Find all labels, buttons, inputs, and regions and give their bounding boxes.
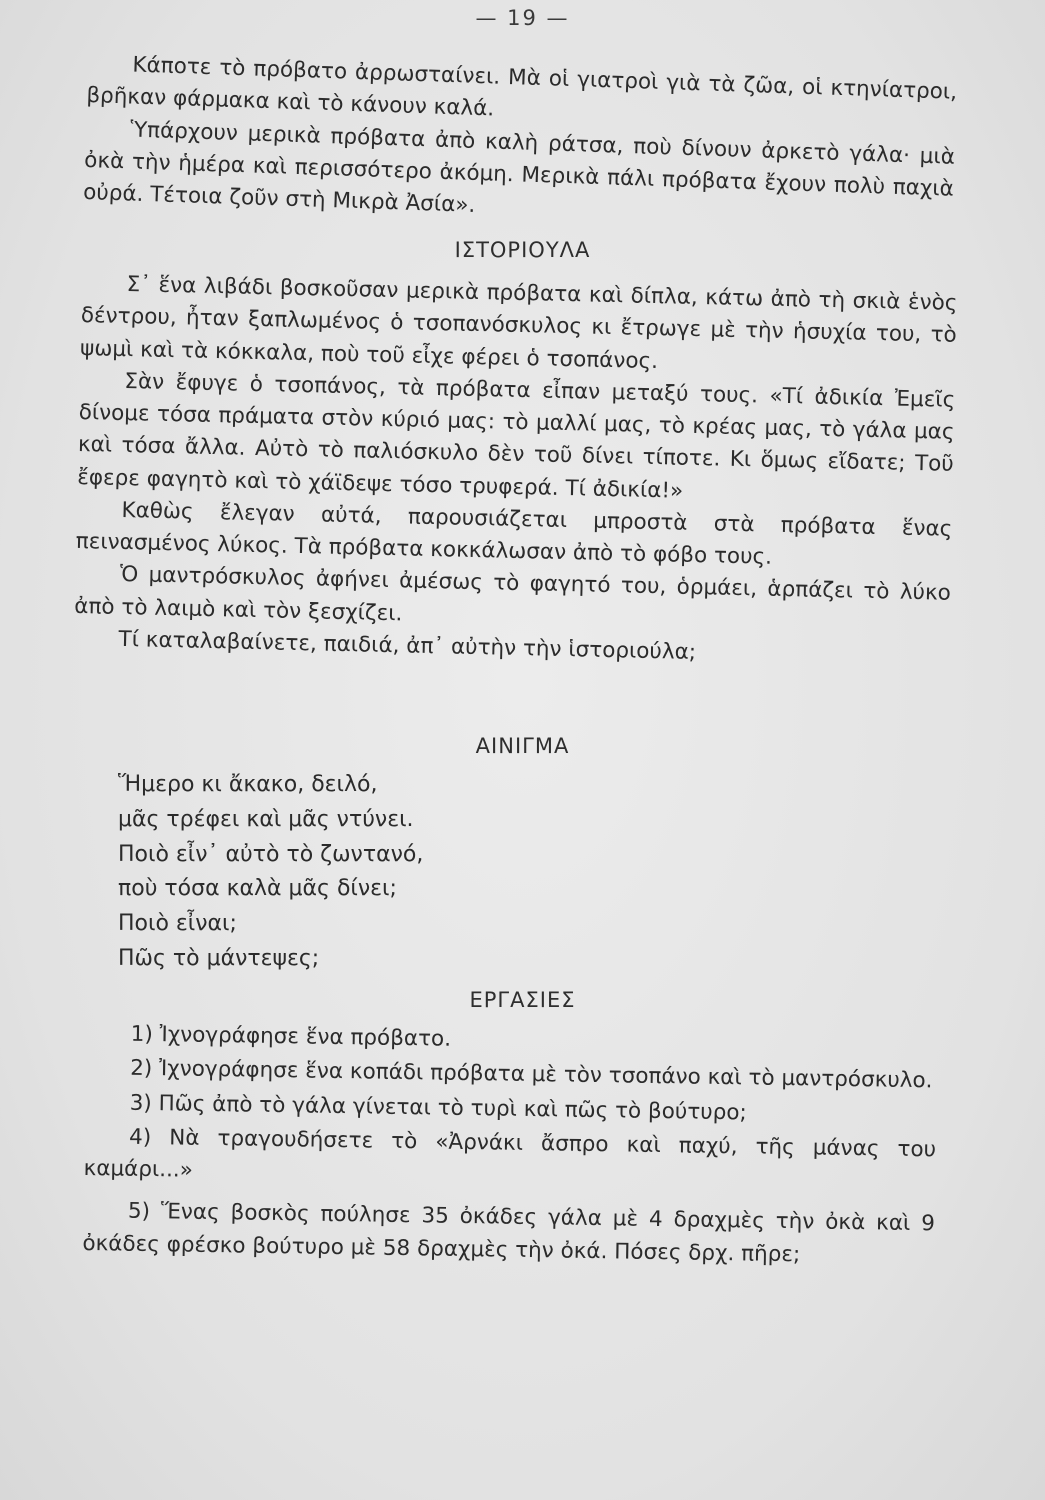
page-number: — 19 — bbox=[475, 6, 570, 30]
tasks-section bbox=[82, 1018, 938, 1275]
riddle-line: ποὺ τόσα καλὰ μᾶς δίνει; bbox=[118, 876, 397, 902]
riddle-section bbox=[118, 768, 558, 977]
task-item-4: 4) Νὰ τραγουδήσετε τὸ «Ἀρνάκι ἄσπρο καὶ παχύ, τῆς μάνας του καμάρι...» bbox=[83, 1124, 937, 1183]
story-paragraph-1: Σ᾿ ἕνα λιβάδι βοσκοῦσαν μερικὰ πρόβατα καὶ δίπλα, κάτω ἀπὸ τὴ σκιὰ ἑνὸς δέντρου, ἦταν ξαπλωμένος ὁ τσοπανόσκυλος κι ἔτρωγε μὲ τὴν ἡσυχία του, τὸ ψωμὶ καὶ τὰ κόκκαλα, ποὺ τοῦ εἶχε φέρει ὁ τσοπάνος. bbox=[79, 272, 958, 374]
task-item-5: 5) Ἕνας βοσκὸς πούλησε 35 ὀκάδες γάλα μὲ 4 δραχμὲς τὴν ὀκὰ καὶ 9 ὀκάδες φρέσκο βούτυρο μὲ 58 δραχμὲς τὴν ὀκά. Πόσες δρχ. πῆρε; bbox=[82, 1198, 936, 1267]
story-paragraph-5: Τί καταλαβαίνετε, παιδιά, ἀπ᾿ αὐτὴν τὴν ἱστοριούλα; bbox=[118, 626, 697, 665]
intro-paragraph-2: Ὑπάρχουν μερικὰ πρόβατα ἀπὸ καλὴ ράτσα, ποὺ δίνουν ἀρκετὸ γάλα· μιὰ ὀκὰ τὴν ἡμέρα καὶ περισσότερο ἀκόμη. Μερικὰ πάλι πρόβατα ἔχουν πολὺ παχιὰ οὐρά. Τέτοια ζοῦν στὴ Μικρὰ Ἀσία». bbox=[82, 116, 956, 218]
story-section bbox=[73, 268, 958, 675]
riddle-line: μᾶς τρέφει καὶ μᾶς ντύνει. bbox=[118, 806, 414, 832]
tasks-title: ΕΡΓΑΣΙΕΣ bbox=[469, 988, 576, 1012]
story-title: ΙΣΤΟΡΙΟΥΛΑ bbox=[454, 238, 591, 262]
riddle-line: Ἥμερο κι ἄκακο, δειλό, bbox=[118, 772, 378, 797]
riddle-line: Πῶς τὸ μάντεψες; bbox=[118, 945, 320, 971]
story-paragraph-2: Σὰν ἔφυγε ὁ τσοπάνος, τὰ πρόβατα εἶπαν μεταξύ τους. «Τί ἀδικία Ἐμεῖς δίνομε τόσα πράματα στὸν κύριό μας: τὸ μαλλί μας, τὸ κρέας μας, τὸ γάλα μας καὶ τόσα ἄλλα. Αὐτὸ τὸ παλιόσκυλο δὲν τοῦ δίνει τίποτε. Κι ὅμως εἴδατε; Τοῦ ἔφερε φαγητὸ καὶ τὸ χάϊδεψε τόσο τρυφερά. Τί ἀδικία!» bbox=[76, 368, 956, 504]
riddle-line: Ποιὸ εἶν᾿ αὐτὸ τὸ ζωντανό, bbox=[118, 841, 424, 867]
story-paragraph-3: Καθὼς ἔλεγαν αὐτά, παρουσιάζεται μπροστὰ στὰ πρόβατα ἕνας πεινασμένος λύκος. Τὰ πρόβατα κοκκάλωσαν ἀπὸ τὸ φόβο τους. bbox=[75, 497, 953, 570]
intro-section bbox=[83, 48, 958, 238]
story-paragraph-4: Ὁ μαντρόσκυλος ἀφήνει ἀμέσως τὸ φαγητό του, ὁρμάει, ἁρπάζει τὸ λύκο ἀπὸ τὸ λαιμὸ καὶ τὸν ξεσχίζει. bbox=[74, 562, 952, 626]
task-item-3: 3) Πῶς ἀπὸ τὸ γάλα γίνεται τὸ τυρὶ καὶ πῶς τὸ βούτυρο; bbox=[129, 1090, 747, 1125]
task-item-1: 1) Ἰχνογράφησε ἕνα πρόβατο. bbox=[130, 1021, 452, 1052]
riddle-title: ΑΙΝΙΓΜΑ bbox=[475, 734, 570, 758]
riddle-line: Ποιὸ εἶναι; bbox=[118, 911, 237, 936]
task-item-2: 2) Ἰχνογράφησε ἕνα κοπάδι πρόβατα μὲ τὸν τσοπάνο καὶ τὸ μαντρόσκυλο. bbox=[130, 1055, 933, 1094]
intro-paragraph-1: Κάποτε τὸ πρόβατο ἀρρωσταίνει. Μὰ οἱ γιατροὶ γιὰ τὰ ζῶα, οἱ κτηνίατροι, βρῆκαν φάρμακα καὶ τὸ κάνουν καλά. bbox=[86, 52, 958, 122]
